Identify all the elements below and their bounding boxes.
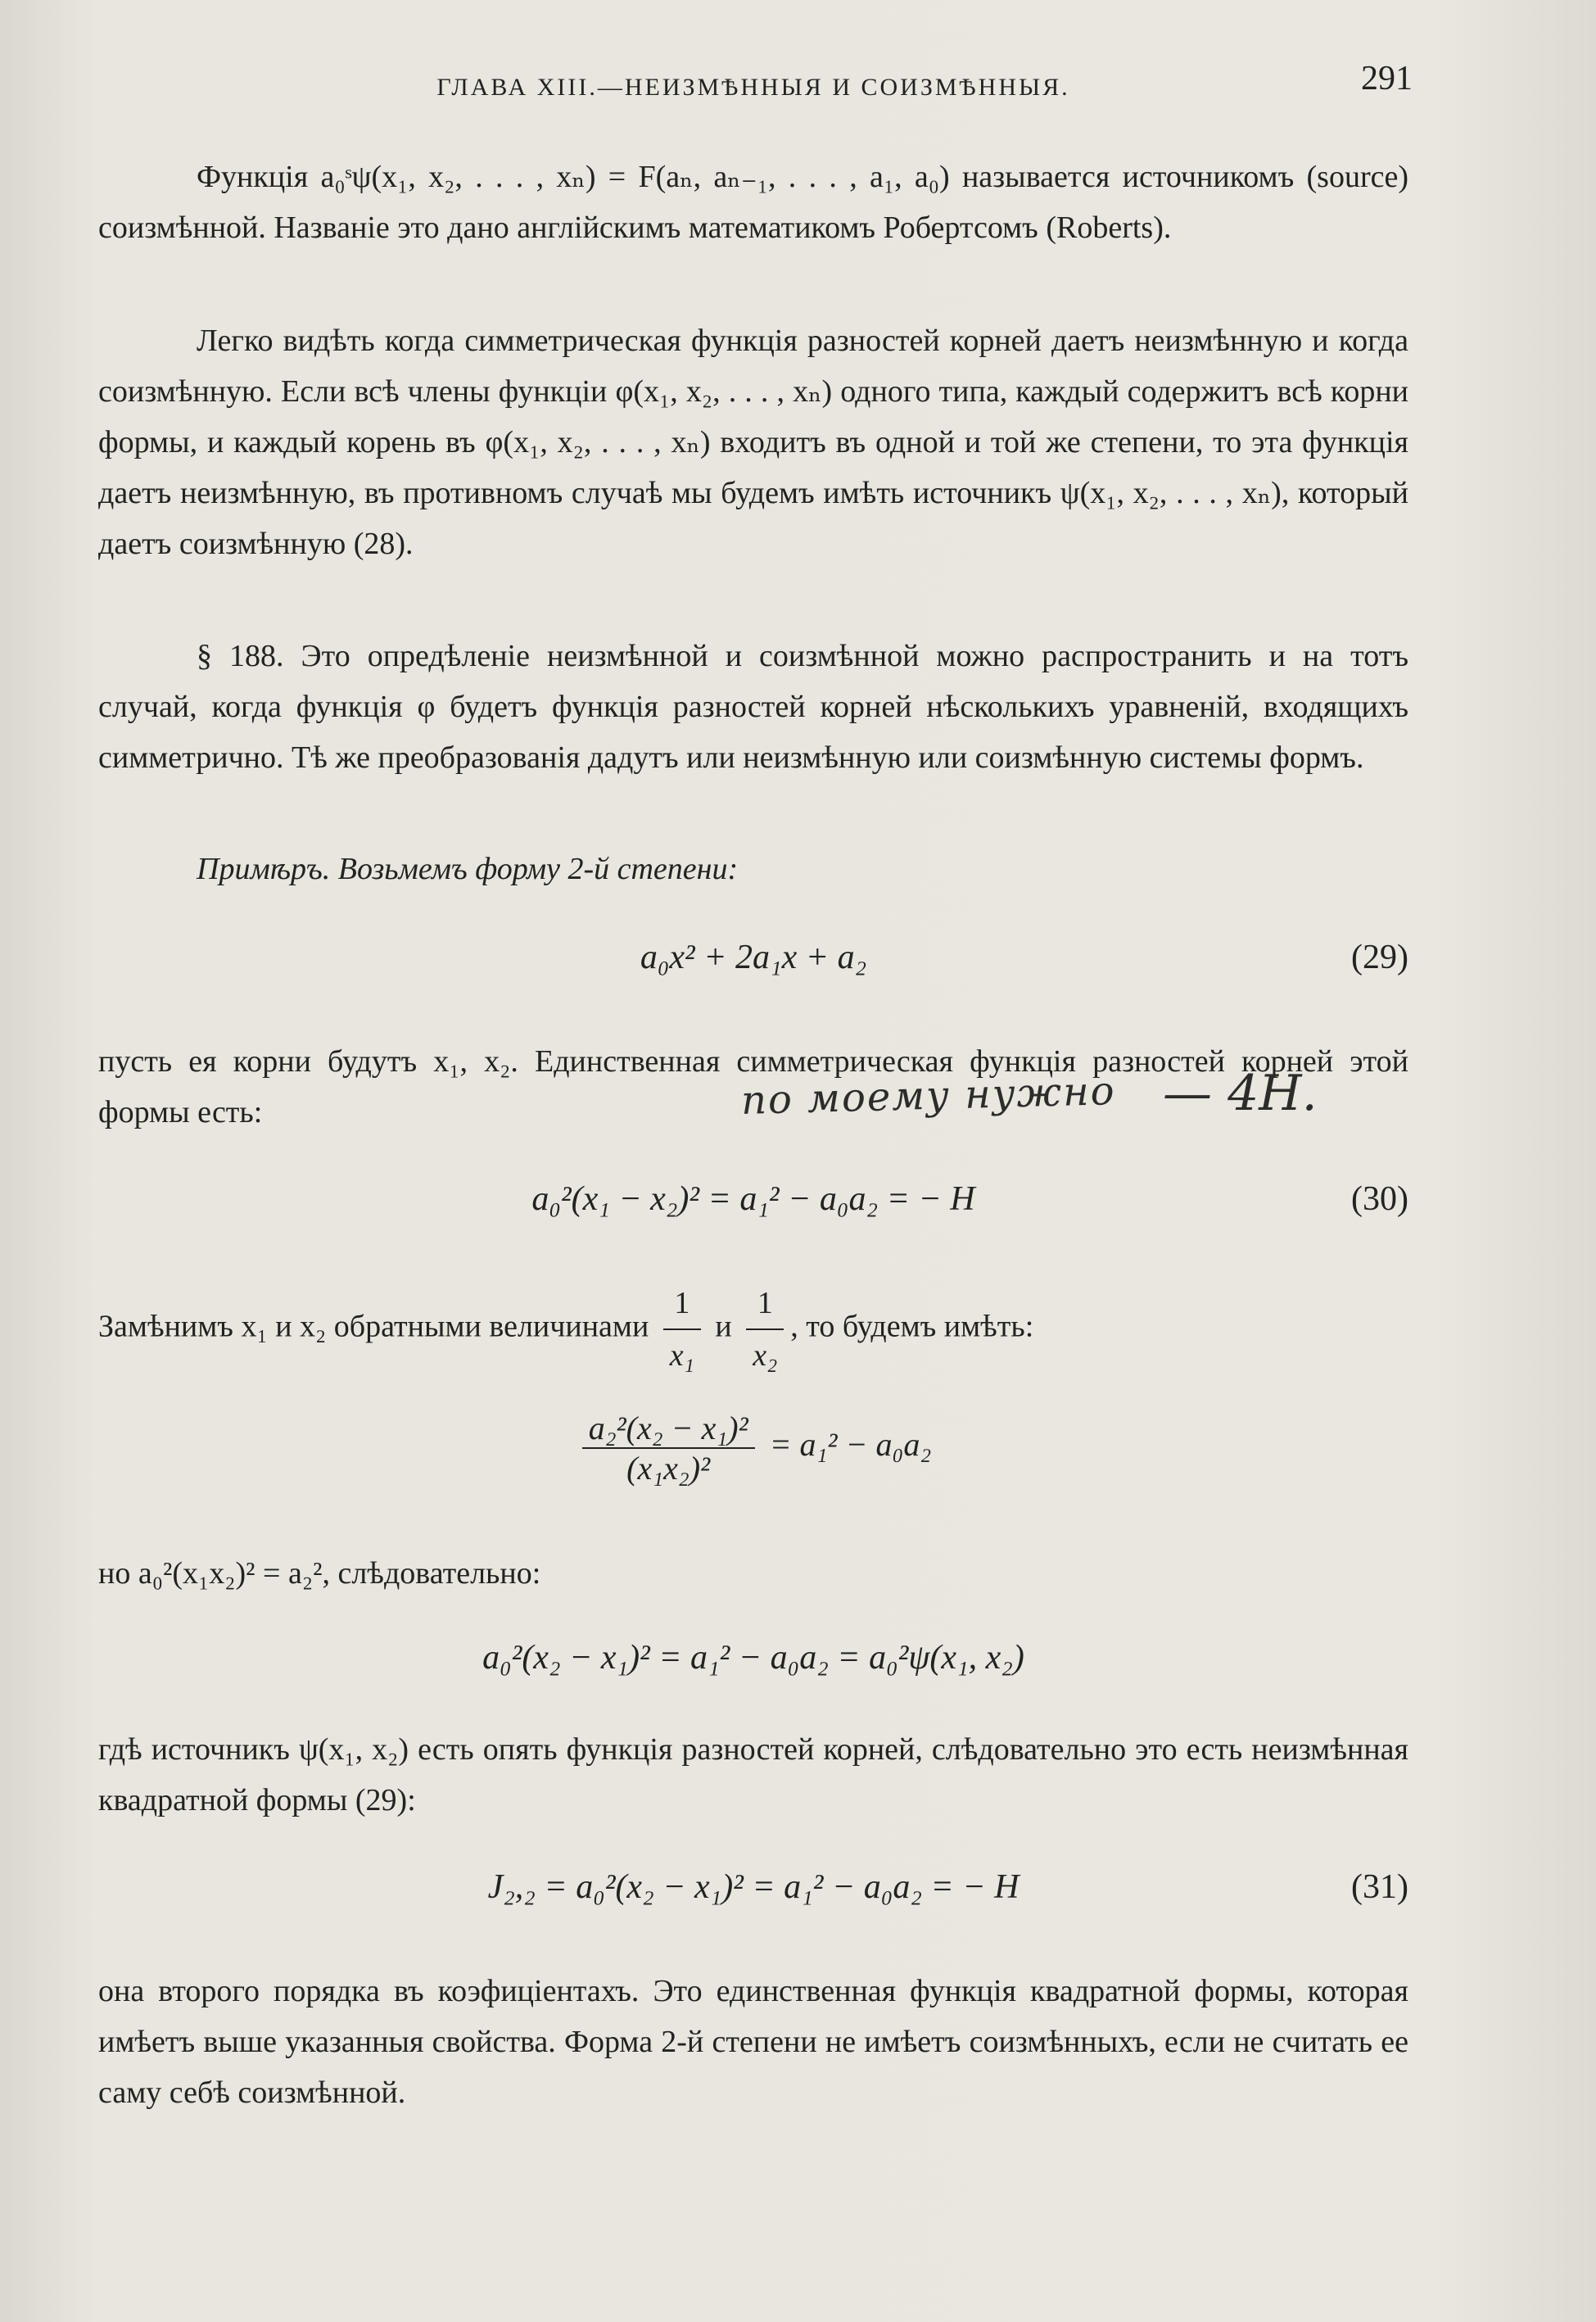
fraction-one-over-x1: $\frac{1}{\text{x₁}}$ — [663, 1278, 701, 1381]
paragraph-roots: пусть ея корни будутъ x₁, x₂. Единственная симметрическая функція разностей корней этой формы есть: — [98, 1044, 1408, 1129]
paragraph-reciprocal: Замѣнимъ x₁ и x₂ обратными величинами $\frac{1}{\text{x₁}}$ и $\frac{1}{\text{x₂}}$ , то будемъ имѣть: — [98, 1278, 1408, 1381]
paragraph-invariant-covariant: Легко видѣть когда симметрическая функція разностей корней даетъ неизмѣнную и когда соизмѣнную. Если всѣ члены функціи φ(x₁, x₂, . . . , xₙ) одного типа, каждый содержитъ всѣ корни формы, и каждый корень въ φ(x₁, x₂, . . . , xₙ) входитъ въ одной и той же степени, то эта функція даетъ неизмѣнную, въ противномъ случаѣ мы будемъ имѣть источникъ ψ(x₁, x₂, . . . , xₙ), который даетъ соизмѣнную (28). — [98, 324, 1408, 561]
equation-31: J₂,₂ = a₀²(x₂ − x₁)² = a₁² − a₀a₂ = − H (31) — [487, 1868, 1408, 1906]
fraction-one-over-x2: $\frac{1}{\text{x₂}}$ — [746, 1278, 784, 1381]
paragraph-example: Примѣръ. Возьмемъ форму 2-й степени: — [197, 852, 739, 886]
running-header: ГЛАВА XIII.—НЕИЗМѢННЫЯ И СОИЗМѢННЫЯ. — [436, 74, 1070, 101]
equation-reciprocal-fraction: $\frac{\text{a₂²(x₂ − x₁)²}}{\text{(x₁x₂)²}}$ = a₁² − a₀a₂ — [98, 1409, 1408, 1515]
handwritten-note-formula: — 4H. — [1163, 1065, 1318, 1122]
equation-source-psi: a₀²(x₂ − x₁)² = a₁² − a₀a₂ = a₀²ψ(x₁, x₂) — [482, 1639, 1024, 1677]
equation-29: a₀x² + 2a₁x + a₂ (29) — [640, 939, 1408, 976]
page-number: 291 — [1361, 60, 1413, 97]
paragraph-section-188: § 188. Это опредѣленіе неизмѣнной и соизмѣнной можно распространить и на тотъ случай, когда функція φ будетъ функція разностей корней нѣсколькихъ уравненій, входящихъ симметрично. Тѣ же преобразованія дадутъ или неизмѣнную или соизмѣнную системы формъ. — [98, 639, 1408, 775]
paragraph-hence: но a₀²(x₁x₂)² = a₂², слѣдовательно: — [98, 1556, 541, 1591]
equation-30: a₀²(x₁ − x₂)² = a₁² − a₀a₂ = − H (30) — [531, 1180, 1408, 1218]
paragraph-source-definition: Функція a₀ˢψ(x₁, x₂, . . . , xₙ) = F(aₙ, aₙ₋₁, . . . , a₁, a₀) называется источникомъ (source) соизмѣнной. Названіе это дано англійскимъ математикомъ Робертсомъ (Roberts). — [98, 160, 1408, 245]
handwritten-note: по моему нужно — [740, 1068, 1117, 1124]
paragraph-conclusion: она второго порядка въ коэфиціентахъ. Это единственная функція квадратной формы, которая имѣетъ выше указанныя свойства. Форма 2-й степени не имѣетъ соизмѣнныхъ, если не считать ее саму себѣ соизмѣнной. — [98, 1974, 1408, 2110]
paragraph-where-source: гдѣ источникъ ψ(x₁, x₂) есть опять функція разностей корней, слѣдовательно это есть неизмѣнная квадратной формы (29): — [98, 1732, 1408, 1817]
